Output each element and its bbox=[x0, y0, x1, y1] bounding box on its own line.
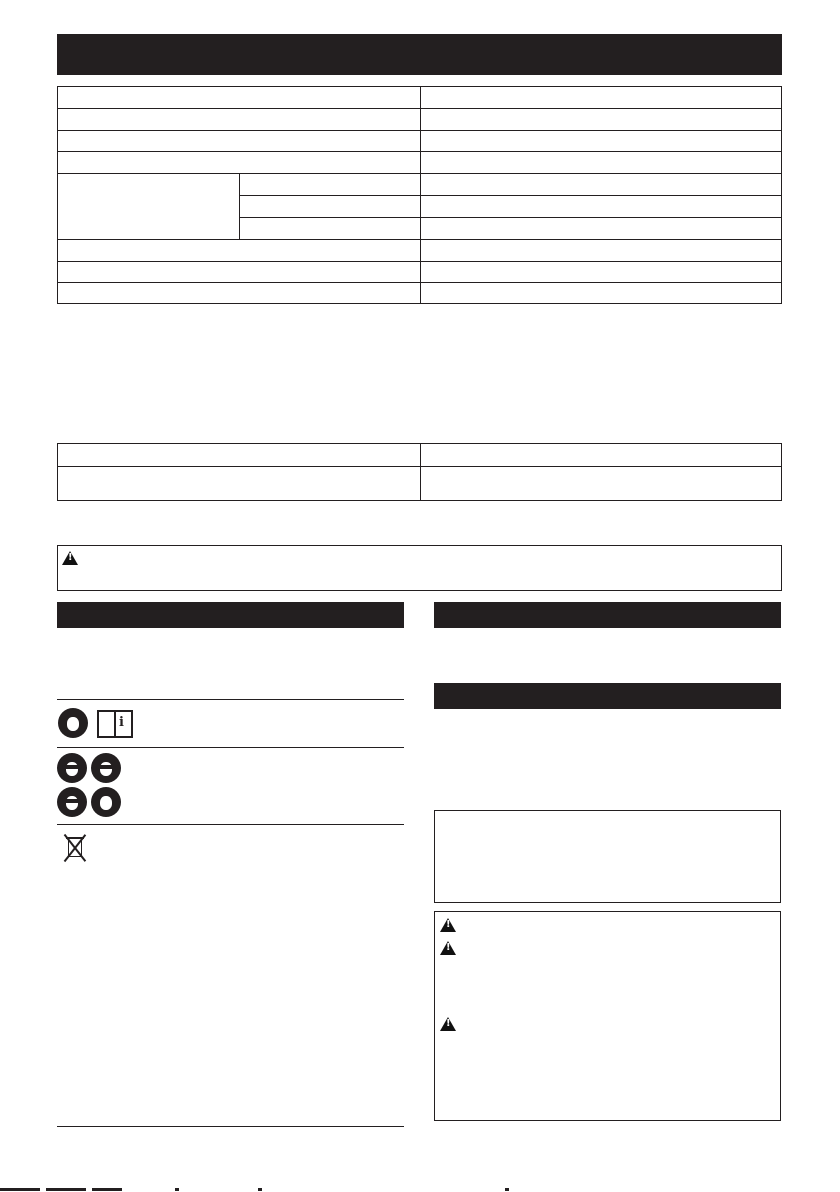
divider bbox=[57, 747, 404, 748]
warning-triangle-icon bbox=[440, 918, 456, 932]
secondary-table bbox=[57, 443, 782, 501]
table-column-divider bbox=[420, 444, 421, 500]
section-header-intended-use bbox=[434, 602, 781, 628]
warning-triangle-icon bbox=[440, 1017, 456, 1031]
symbol-read-manual bbox=[58, 706, 158, 742]
title-band bbox=[57, 34, 782, 75]
dust-mask-icon bbox=[91, 787, 121, 817]
crossed-bin-icon bbox=[64, 833, 86, 863]
eye-protection-icon bbox=[91, 753, 121, 783]
information-book-icon: i bbox=[97, 710, 133, 738]
merged-cell bbox=[58, 174, 240, 240]
divider bbox=[57, 1126, 404, 1127]
warning-triangle-icon bbox=[440, 941, 456, 955]
symbol-protective-equipment bbox=[57, 753, 137, 819]
table-column-divider bbox=[420, 87, 421, 303]
cropped-footer-text bbox=[0, 1186, 840, 1192]
warning-box bbox=[57, 545, 782, 591]
warning-box bbox=[434, 911, 781, 1121]
note-box bbox=[434, 810, 781, 903]
section-header-noise bbox=[434, 683, 781, 709]
section-header-symbols bbox=[57, 602, 404, 628]
warning-triangle-icon bbox=[62, 551, 78, 565]
divider bbox=[57, 699, 404, 700]
safety-glasses-icon bbox=[57, 787, 87, 817]
ear-protection-icon bbox=[57, 753, 87, 783]
specification-table bbox=[57, 86, 782, 304]
divider bbox=[57, 824, 404, 825]
read-manual-icon bbox=[58, 708, 88, 738]
